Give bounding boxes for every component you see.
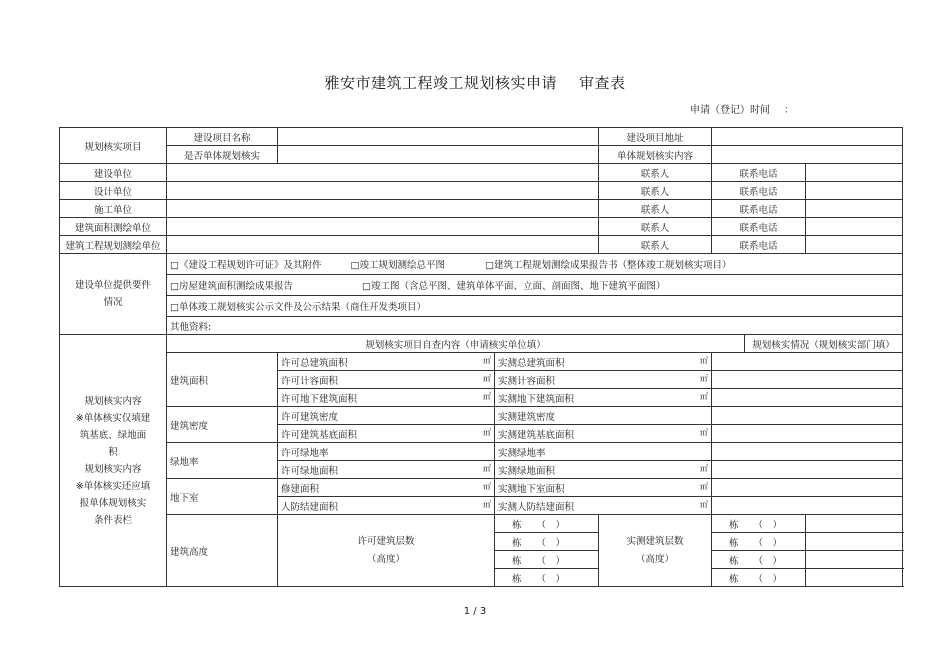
unit-label: 建筑工程规划测绘单位 [60, 236, 167, 254]
page-number: 1 / 3 [463, 606, 487, 617]
measured-value-cell[interactable] [495, 443, 712, 461]
measured-label: 实测计容面积 [498, 375, 556, 387]
measured-value-cell[interactable] [495, 497, 712, 515]
phone-label: 联系电话 [712, 164, 806, 182]
permit-value-cell[interactable] [278, 425, 495, 443]
paren: （ ） [536, 537, 566, 549]
verify-field[interactable] [712, 371, 903, 389]
single-content-field[interactable] [712, 146, 903, 164]
content-label-line: ※单体核实还应填 [75, 480, 151, 492]
building-unit: 栋 [512, 537, 522, 549]
measured-floors-cell [599, 515, 712, 587]
verify-field[interactable] [712, 425, 903, 443]
measured-label: 实测绿地率 [498, 447, 546, 459]
permit-value-cell[interactable] [278, 479, 495, 497]
measured-label: 实测地下建筑面积 [498, 393, 575, 405]
doc-checkbox-public-notice[interactable]: □单体竣工规划核实公示文件及公示结果（商住开发类项目） [170, 302, 426, 313]
contact-label: 联系人 [599, 236, 712, 254]
measured-floor-field[interactable] [712, 533, 806, 551]
unit-field[interactable] [167, 164, 599, 182]
measured-label: 实测建筑密度 [498, 411, 556, 423]
docs-section-label: 建设单位提供要件情况 [60, 254, 167, 335]
paren: （ ） [536, 555, 566, 567]
building-unit: 栋 [512, 519, 522, 531]
unit-m2: ㎡ [700, 499, 708, 509]
building-unit: 栋 [729, 537, 739, 549]
unit-m2: ㎡ [700, 391, 708, 401]
measured-label: 实测绿地面积 [498, 465, 556, 477]
verify-field[interactable] [712, 479, 903, 497]
paren: （ ） [536, 519, 566, 531]
permit-value-cell[interactable] [278, 371, 495, 389]
measured-floor-field[interactable] [712, 551, 806, 569]
verify-field[interactable] [712, 461, 903, 479]
permit-value-cell[interactable] [278, 461, 495, 479]
verify-field[interactable] [712, 497, 903, 515]
project-section-label: 规划核实项目 [60, 128, 167, 164]
unit-row [60, 200, 903, 218]
permit-floors-label: 许可建筑层数 [357, 535, 415, 547]
building-unit: 栋 [512, 573, 522, 585]
measured-value-cell[interactable] [495, 461, 712, 479]
contact-label: 联系人 [599, 218, 712, 236]
content-label-line: 规划核实内容 [84, 395, 142, 407]
permit-floor-field[interactable] [495, 569, 599, 587]
content-label-line: 报单体规划核实 [79, 497, 147, 509]
single-content-label: 单体规划核实内容 [599, 146, 712, 164]
measured-value-cell[interactable] [495, 407, 712, 425]
unit-row [60, 164, 903, 182]
unit-m2: ㎡ [483, 427, 491, 437]
measured-height-paren: （高度） [635, 553, 674, 565]
phone-label: 联系电话 [712, 200, 806, 218]
content-label-line: 筑基底、绿地面 [79, 429, 147, 441]
doc-checkbox-drawings[interactable]: □竣工图（含总平图、建筑单体平面、立面、剖面图、地下建筑平面图） [362, 281, 666, 292]
paren: （ ） [536, 573, 566, 585]
building-unit: 栋 [729, 519, 739, 531]
verify-field[interactable] [712, 389, 903, 407]
unit-m2: ㎡ [483, 499, 491, 509]
permit-value-cell[interactable] [278, 407, 495, 425]
doc-checkbox-survey-report[interactable]: □建筑工程规划测绘成果报告书（整体竣工规划核实项目） [485, 260, 732, 271]
permit-floor-field[interactable] [495, 533, 599, 551]
docs-line-2 [167, 275, 903, 296]
other-docs-label: 其他资料: [170, 321, 212, 333]
permit-value-cell[interactable] [278, 497, 495, 515]
unit-field[interactable] [167, 200, 599, 218]
permit-label: 许可绿地面积 [281, 465, 339, 477]
paren: （ ） [753, 555, 783, 567]
permit-floors-cell [278, 515, 495, 587]
paren: （ ） [753, 573, 783, 585]
verify-field[interactable] [712, 443, 903, 461]
phone-field[interactable] [806, 164, 903, 182]
phone-field[interactable] [806, 218, 903, 236]
phone-label: 联系电话 [712, 218, 806, 236]
content-label-line: 积 [108, 446, 118, 458]
apply-time-colon: ： [784, 105, 794, 116]
permit-floor-field[interactable] [495, 515, 599, 533]
measured-floors-label: 实测建筑层数 [626, 535, 684, 547]
permit-height-paren: （高度） [366, 553, 405, 565]
apply-time [690, 101, 794, 116]
apply-time-label: 申请（登记）时间 [690, 105, 770, 116]
project-address-label: 建设项目地址 [599, 128, 712, 146]
measured-value-cell[interactable] [495, 389, 712, 407]
measured-label: 实测建筑基底面积 [498, 429, 575, 441]
permit-floor-field[interactable] [495, 551, 599, 569]
paren: （ ） [753, 519, 783, 531]
paren: （ ） [753, 537, 783, 549]
measured-label: 实测地下室面积 [498, 483, 565, 495]
project-address-field[interactable] [712, 128, 903, 146]
permit-label: 许可地下建筑面积 [281, 393, 358, 405]
unit-label: 建设单位 [60, 164, 167, 182]
verify-field[interactable] [806, 515, 903, 533]
phone-label: 联系电话 [712, 236, 806, 254]
permit-label: 许可总建筑面积 [281, 357, 348, 369]
review-form-table [59, 127, 903, 587]
unit-m2: ㎡ [700, 463, 708, 473]
unit-m2: ㎡ [483, 481, 491, 491]
verify-field[interactable] [806, 533, 903, 551]
project-name-label: 建设项目名称 [167, 128, 278, 146]
measured-value-cell[interactable] [495, 353, 712, 371]
content-label-line: 条件表栏 [93, 514, 132, 526]
verify-field[interactable] [712, 353, 903, 371]
phone-label: 联系电话 [712, 182, 806, 200]
unit-field[interactable] [167, 236, 599, 254]
verify-field[interactable] [712, 407, 903, 425]
unit-label: 设计单位 [60, 182, 167, 200]
unit-field[interactable] [167, 182, 599, 200]
unit-field[interactable] [167, 218, 599, 236]
measured-floor-field[interactable] [712, 569, 806, 587]
measured-label: 实测总建筑面积 [498, 357, 565, 369]
height-label: 建筑高度 [167, 515, 278, 587]
permit-label: 许可建筑密度 [281, 411, 339, 423]
permit-label: 许可计容面积 [281, 375, 339, 387]
contact-label: 联系人 [599, 182, 712, 200]
title-main: 雅安市建筑工程竣工规划核实申请 [324, 74, 557, 92]
self-check-header: 规划核实项目自查内容（申请核实单位填） [167, 335, 745, 353]
other-docs-field[interactable] [167, 317, 903, 335]
unit-label: 施工单位 [60, 200, 167, 218]
page-title [0, 72, 950, 93]
project-name-field[interactable] [278, 128, 599, 146]
phone-field[interactable] [806, 236, 903, 254]
permit-label: 修建面积 [281, 483, 320, 495]
unit-row [60, 182, 903, 200]
unit-m2: ㎡ [483, 463, 491, 473]
permit-value-cell[interactable] [278, 353, 495, 371]
docs-line-3 [167, 296, 903, 317]
unit-m2: ㎡ [700, 373, 708, 383]
verify-header: 规划核实情况（规划核实部门填） [745, 335, 903, 353]
unit-row [60, 236, 903, 254]
phone-field[interactable] [806, 182, 903, 200]
building-unit: 栋 [512, 555, 522, 567]
unit-m2: ㎡ [700, 355, 708, 365]
doc-checkbox-site-plan[interactable]: □竣工规划测绘总平图 [350, 260, 445, 271]
unit-row [60, 218, 903, 236]
doc-checkbox-permit[interactable]: □《建设工程规划许可证》及其附件 [170, 260, 322, 271]
title-suffix: 审查表 [579, 74, 626, 92]
content-label-line: ※单体核实仅填建 [75, 412, 151, 424]
measured-floor-field[interactable] [712, 515, 806, 533]
unit-m2: ㎡ [483, 355, 491, 365]
verify-field[interactable] [806, 569, 903, 587]
contact-label: 联系人 [599, 164, 712, 182]
unit-label: 建筑面积测绘单位 [60, 218, 167, 236]
permit-value-cell[interactable] [278, 389, 495, 407]
content-label-line: 规划核实内容 [84, 463, 142, 475]
contact-label: 联系人 [599, 200, 712, 218]
building-unit: 栋 [729, 573, 739, 585]
unit-m2: ㎡ [483, 391, 491, 401]
permit-value-cell[interactable] [278, 443, 495, 461]
single-check-label: 是否单体规划核实 [167, 146, 278, 164]
permit-label: 许可绿地率 [281, 447, 329, 459]
content-section-label [60, 335, 167, 587]
unit-m2: ㎡ [700, 427, 708, 437]
measured-label: 实测人防结建面积 [498, 501, 575, 513]
measured-value-cell[interactable] [495, 371, 712, 389]
green-label: 绿地率 [167, 443, 278, 479]
single-check-field[interactable] [278, 146, 599, 164]
phone-field[interactable] [806, 200, 903, 218]
docs-line-1 [167, 254, 903, 275]
permit-label: 许可建筑基底面积 [281, 429, 358, 441]
unit-m2: ㎡ [700, 481, 708, 491]
permit-label: 人防结建面积 [281, 501, 339, 513]
measured-value-cell[interactable] [495, 479, 712, 497]
density-label: 建筑密度 [167, 407, 278, 443]
measured-value-cell[interactable] [495, 425, 712, 443]
doc-checkbox-area-report[interactable]: □房屋建筑面积测绘成果报告 [170, 281, 293, 292]
unit-m2: ㎡ [483, 373, 491, 383]
building-unit: 栋 [729, 555, 739, 567]
verify-field[interactable] [806, 551, 903, 569]
basement-label: 地下室 [167, 479, 278, 515]
area-label: 建筑面积 [167, 353, 278, 407]
